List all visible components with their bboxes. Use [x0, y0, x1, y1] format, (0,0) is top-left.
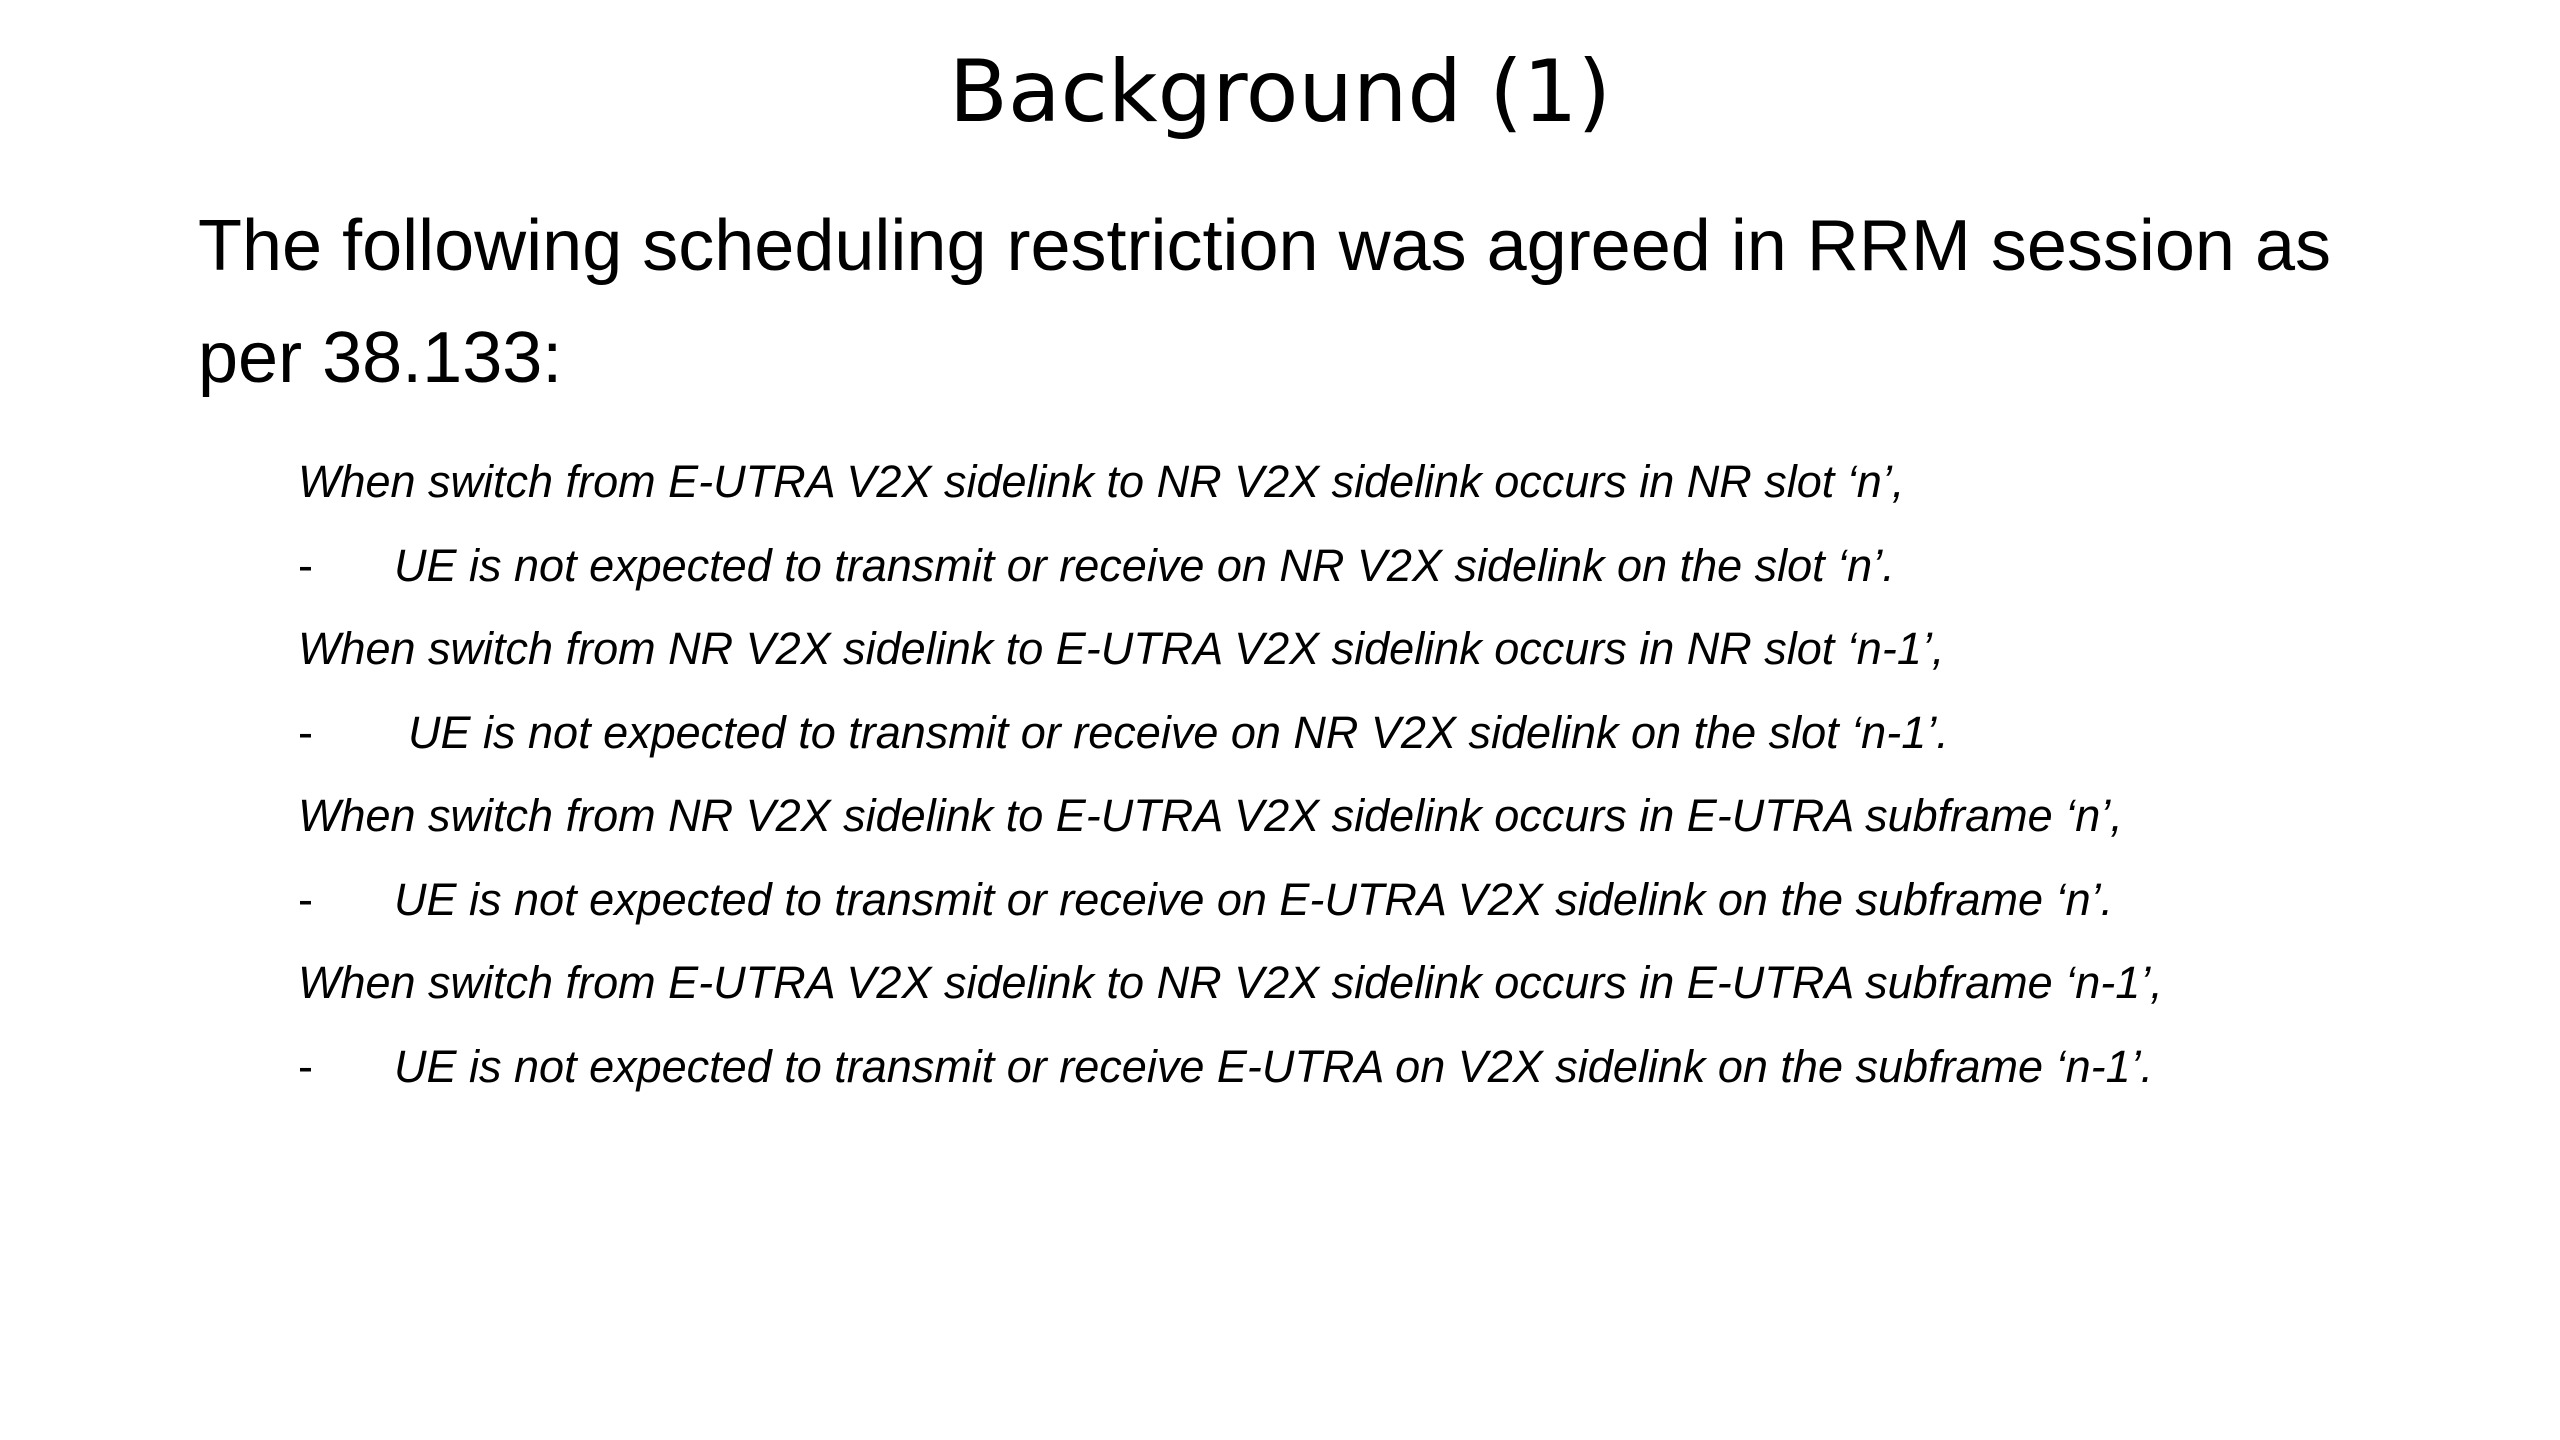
bullet-marker: - [298, 873, 313, 925]
rule-condition: When switch from E-UTRA V2X sidelink to NR V2X sidelink occurs in NR slot ‘n’, [298, 456, 1905, 507]
rule-condition: When switch from E-UTRA V2X sidelink to NR V2X sidelink occurs in E-UTRA subframe ‘n-1’, [298, 957, 2163, 1008]
rule-bullet-text: UE is not expected to transmit or receive on NR V2X sidelink on the slot ‘n-1’. [408, 706, 1949, 758]
rule-bullet [298, 691, 2498, 775]
rule-bullet-text: UE is not expected to transmit or receive on NR V2X sidelink on the slot ‘n’. [394, 539, 1895, 591]
rule-bullet-text: UE is not expected to transmit or receive on E-UTRA V2X sidelink on the subframe ‘n’. [394, 873, 2114, 925]
bullet-marker: - [298, 1040, 313, 1092]
rule-condition: When switch from NR V2X sidelink to E-UTRA V2X sidelink occurs in E-UTRA subframe ‘n’, [298, 790, 2123, 841]
bullet-marker: - [298, 706, 313, 758]
intro-paragraph: The following scheduling restriction was agreed in RRM session as per 38.133: [198, 206, 2331, 398]
rules-list [298, 440, 2498, 1108]
rule-bullet [298, 524, 2498, 608]
rule-bullet [298, 858, 2498, 942]
slide-title: Background (1) [948, 42, 1612, 142]
rule-bullet-text: UE is not expected to transmit or receive E-UTRA on V2X sidelink on the subframe ‘n-1’. [394, 1040, 2154, 1092]
rule-bullet [298, 1025, 2498, 1109]
rule-condition: When switch from NR V2X sidelink to E-UTRA V2X sidelink occurs in NR slot ‘n-1’, [298, 623, 1945, 674]
bullet-marker: - [298, 539, 313, 591]
